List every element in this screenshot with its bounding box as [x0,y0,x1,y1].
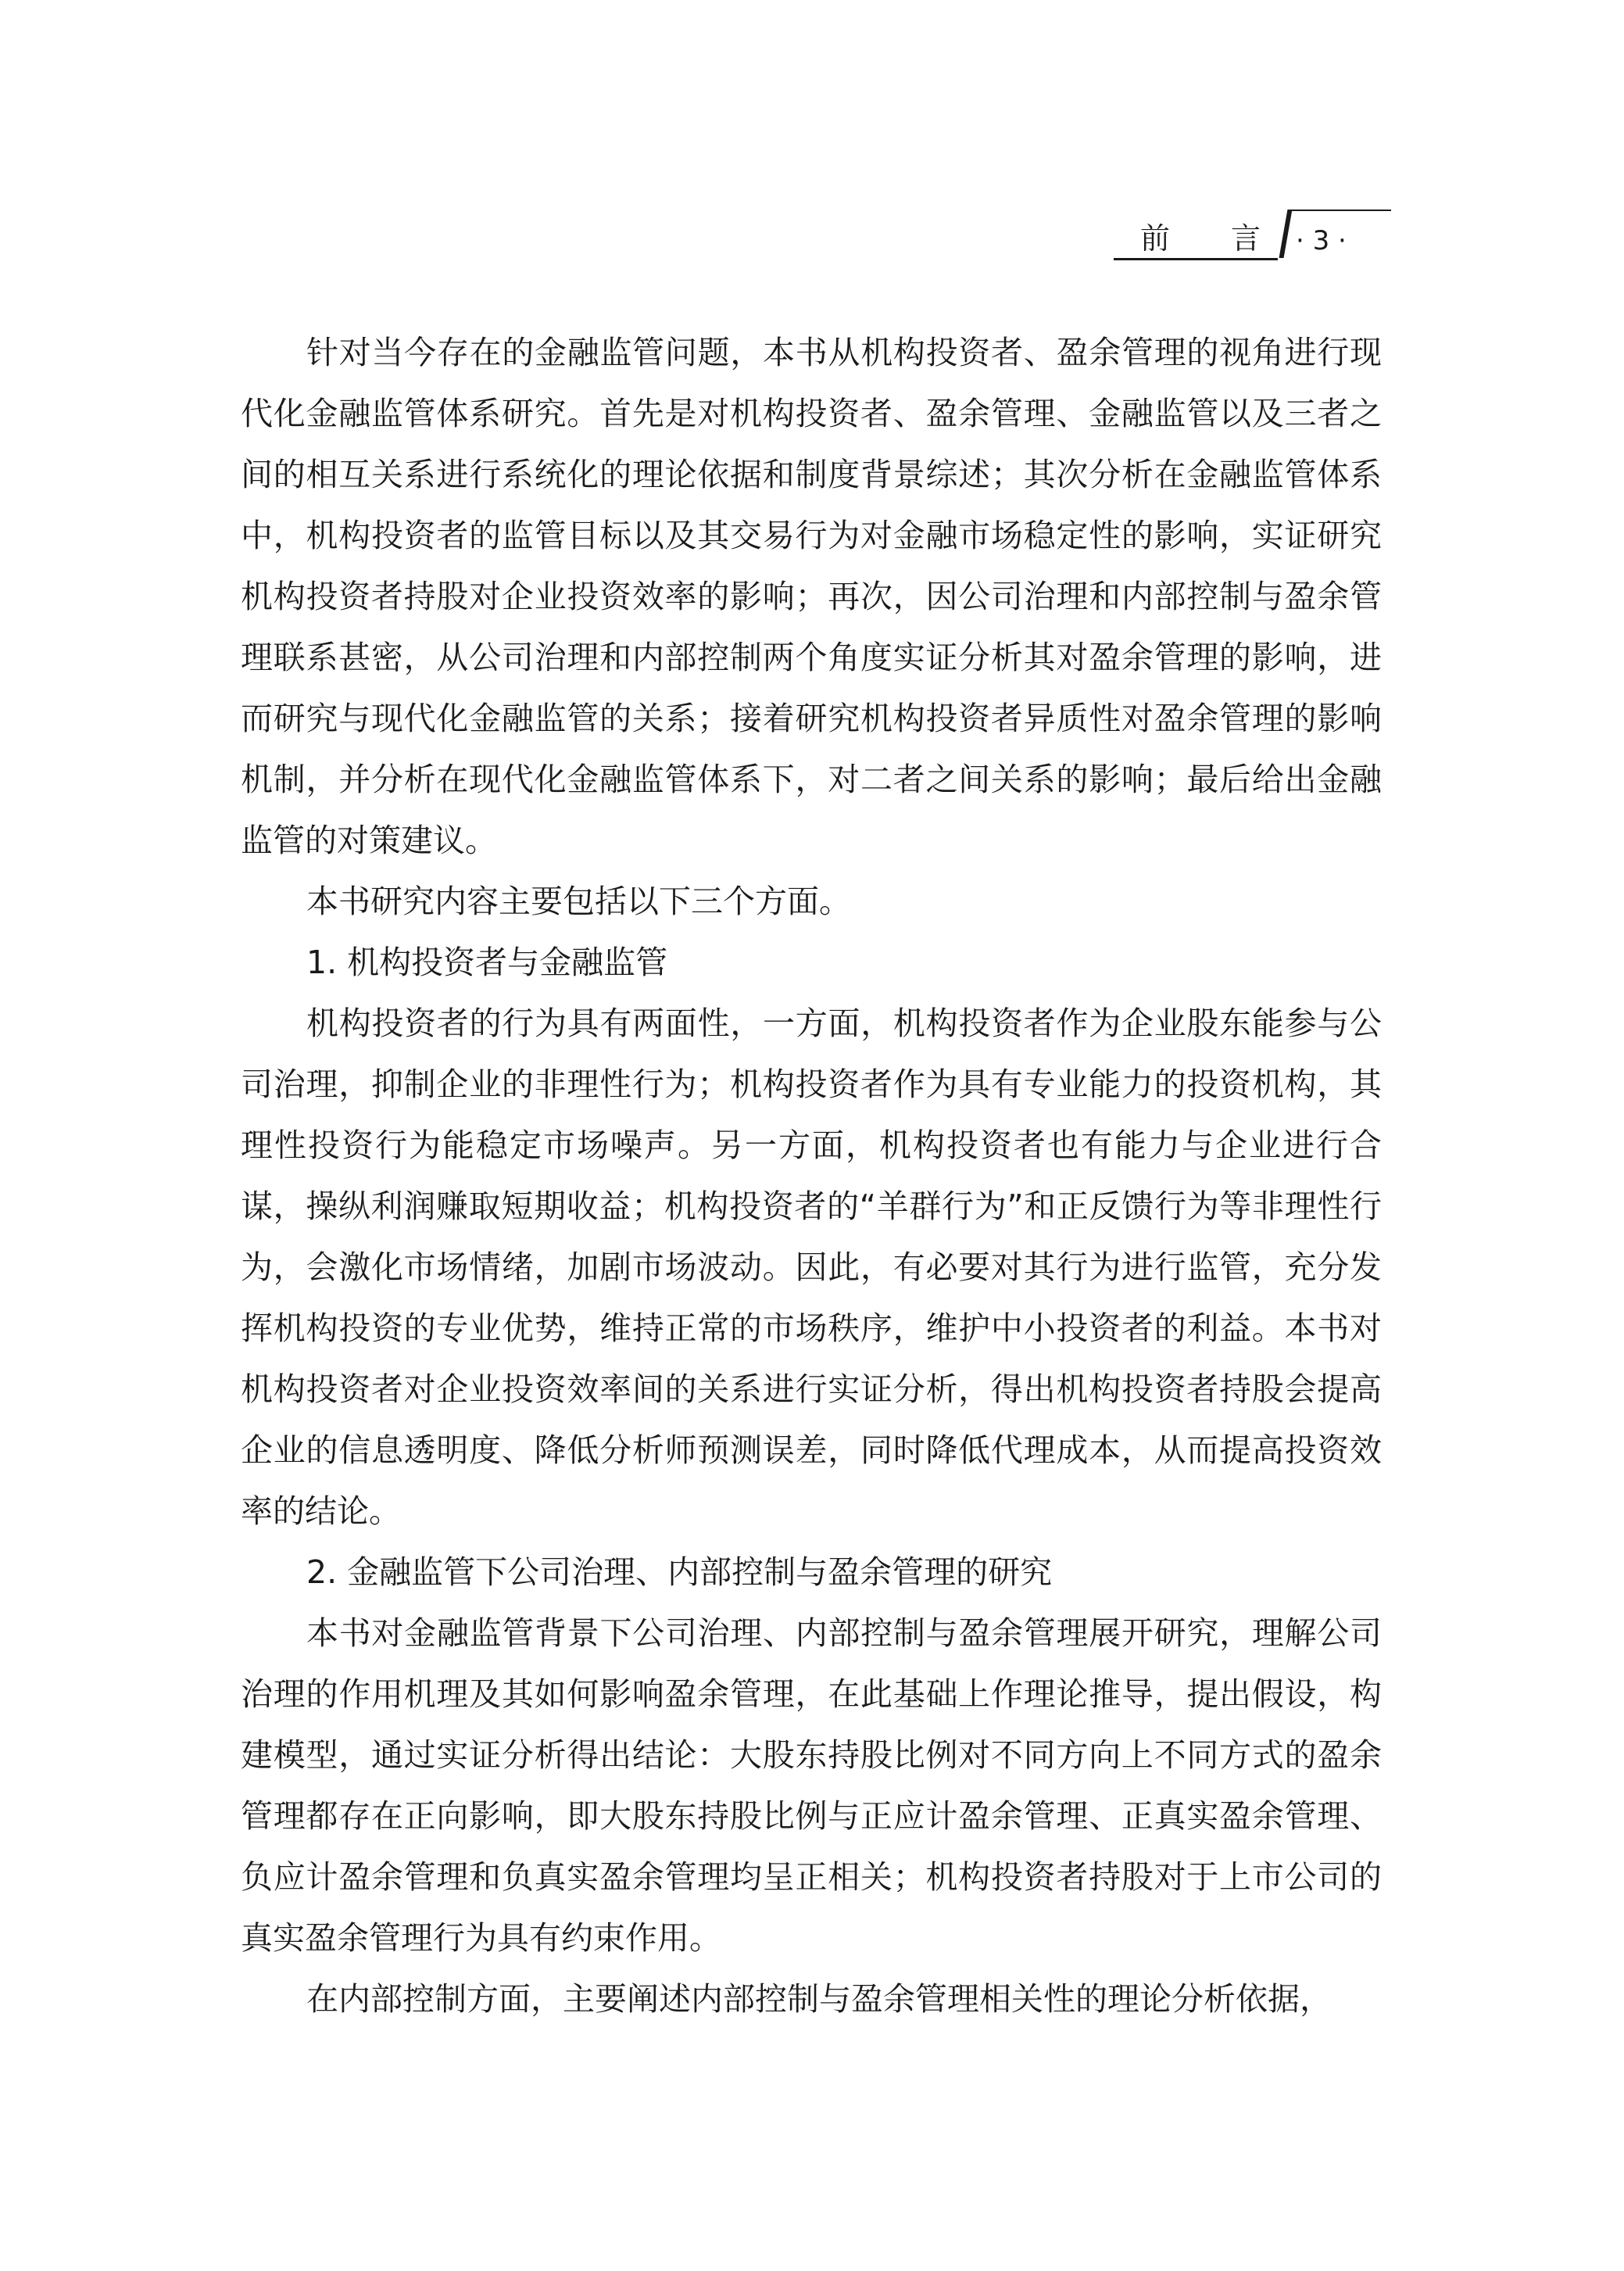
body-text [241,322,1382,2029]
chapter-title-char-1: 前 [1140,221,1171,256]
paragraph: 机构投资者的行为具有两面性，一方面，机构投资者作为企业股东能参与公司治理，抑制企业的非理性行为；机构投资者作为具有专业能力的投资机构，其理性投资行为能稳定市场噪声。另一方面，机构投资者也有能力与企业进行合谋，操纵利润赚取短期收益；机构投资者的“羊群行为”和正反馈行为等非理性行为，会激化市场情绪，加剧市场波动。因此，有必要对其行为进行监管，充分发挥机构投资的专业优势，维持正常的市场秩序，维护中小投资者的利益。本书对机构投资者对企业投资效率间的关系进行实证分析，得出机构投资者持股会提高企业的信息透明度、降低分析师预测误差，同时降低代理成本，从而提高投资效率的结论。 [241,1005,1382,1530]
paragraph: 本书研究内容主要包括以下三个方面。 [306,883,851,920]
chapter-title [1114,219,1278,260]
running-header [1110,205,1391,275]
paragraph: 针对当今存在的金融监管问题，本书从机构投资者、盈余管理的视角进行现代化金融监管体系研究。首先是对机构投资者、盈余管理、金融监管以及三者之间的相互关系进行系统化的理论依据和制度背景综述；其次分析在金融监管体系中，机构投资者的监管目标以及其交易行为对金融市场稳定性的影响，实证研究机构投资者持股对企业投资效率的影响；再次，因公司治理和内部控制与盈余管理联系甚密，从公司治理和内部控制两个角度实证分析其对盈余管理的影响，进而研究与现代化金融监管的关系；接着研究机构投资者异质性对盈余管理的影响机制，并分析在现代化金融监管体系下，对二者之间关系的影响；最后给出金融监管的对策建议。 [241,334,1382,859]
page-number: · 3 · [1296,225,1347,256]
paragraph: 本书对金融监管背景下公司治理、内部控制与盈余管理展开研究，理解公司治理的作用机理及其如何影响盈余管理，在此基础上作理论推导，提出假设，构建模型，通过实证分析得出结论：大股东持股比例对不同方向上不同方式的盈余管理都存在正向影响，即大股东持股比例与正应计盈余管理、正真实盈余管理、负应计盈余管理和负真实盈余管理均呈正相关；机构投资者持股对于上市公司的真实盈余管理行为具有约束作用。 [241,1614,1382,1957]
header-rule [1291,210,1391,211]
chapter-title-char-2: 言 [1231,221,1261,256]
paragraph: 在内部控制方面，主要阐述内部控制与盈余管理相关性的理论分析依据， [306,1980,1332,2018]
section-heading: 2. 金融监管下公司治理、内部控制与盈余管理的研究 [306,1553,1053,1591]
header-slash-ornament [1279,210,1293,258]
section-heading: 1. 机构投资者与金融监管 [306,944,668,981]
